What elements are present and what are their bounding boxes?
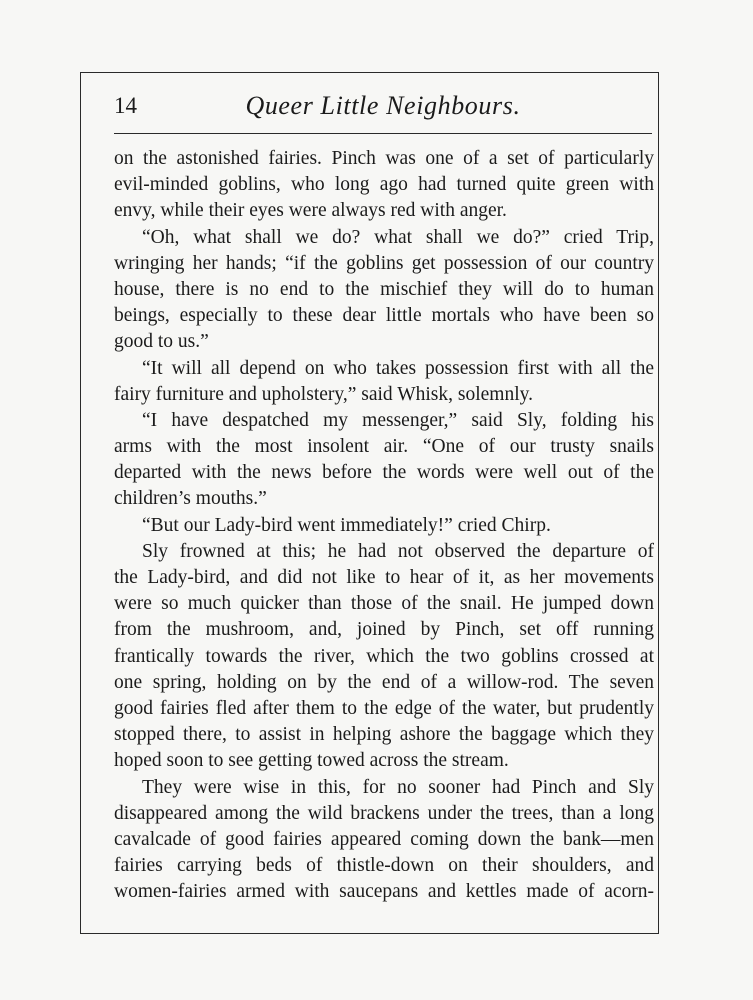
- text-line: hoped soon to see getting towed across the stream.: [114, 750, 509, 772]
- text-line: good to us.”: [114, 331, 209, 353]
- text-line: arms with the most insolent air. “One of our trusty snails: [114, 436, 654, 458]
- text-line: beings, especially to these dear little mortals who have been so: [114, 305, 654, 327]
- header-rule: [114, 133, 652, 134]
- text-line: on the astonished fairies. Pinch was one of a set of particularly: [114, 148, 654, 169]
- text-line: fairies carrying beds of thistle-down on their shoulders, and: [114, 855, 654, 877]
- page-number: 14: [114, 93, 137, 118]
- text-line: departed with the news before the words were well out of the: [114, 462, 654, 484]
- text-line: “I have despatched my messenger,” said Sly, folding his: [142, 409, 654, 431]
- text-line: were so much quicker than those of the snail. He jumped down: [114, 593, 654, 615]
- text-line: wringing her hands; “if the goblins get possession of our country: [114, 252, 654, 274]
- text-line: good fairies fled after them to the edge of the water, but prudently: [114, 697, 654, 719]
- text-line: “But our Lady-bird went immediately!” cried Chirp.: [142, 514, 551, 536]
- body-text: [114, 146, 654, 905]
- text-line: from the mushroom, and, joined by Pinch, set off running: [114, 619, 654, 641]
- text-line: “Oh, what shall we do? what shall we do?” cried Trip,: [142, 226, 654, 248]
- page-header: [114, 88, 652, 128]
- text-line: fairy furniture and upholstery,” said Whisk, solemnly.: [114, 383, 533, 405]
- text-line: children’s mouths.”: [114, 488, 267, 510]
- text-line: envy, while their eyes were always red with anger.: [114, 200, 507, 222]
- running-title: Queer Little Neighbours.: [245, 91, 521, 120]
- text-line: the Lady-bird, and did not like to hear of it, as her movements: [114, 567, 654, 588]
- text-line: Sly frowned at this; he had not observed the departure of: [142, 540, 654, 562]
- text-line: women-fairies armed with saucepans and kettles made of acorn-: [114, 881, 654, 903]
- text-line: disappeared among the wild brackens under the trees, than a long: [114, 802, 654, 824]
- text-line: house, there is no end to the mischief they will do to human: [114, 278, 654, 300]
- text-line: They were wise in this, for no sooner had Pinch and Sly: [142, 776, 654, 798]
- text-line: one spring, holding on by the end of a willow-rod. The seven: [114, 671, 654, 693]
- text-line: “It will all depend on who takes possession first with all the: [142, 357, 654, 379]
- text-line: cavalcade of good fairies appeared coming down the bank—men: [114, 828, 654, 850]
- text-line: evil-minded goblins, who long ago had turned quite green with: [114, 174, 654, 196]
- text-line: frantically towards the river, which the two goblins crossed at: [114, 645, 654, 667]
- text-line: stopped there, to assist in helping ashore the baggage which they: [114, 724, 654, 746]
